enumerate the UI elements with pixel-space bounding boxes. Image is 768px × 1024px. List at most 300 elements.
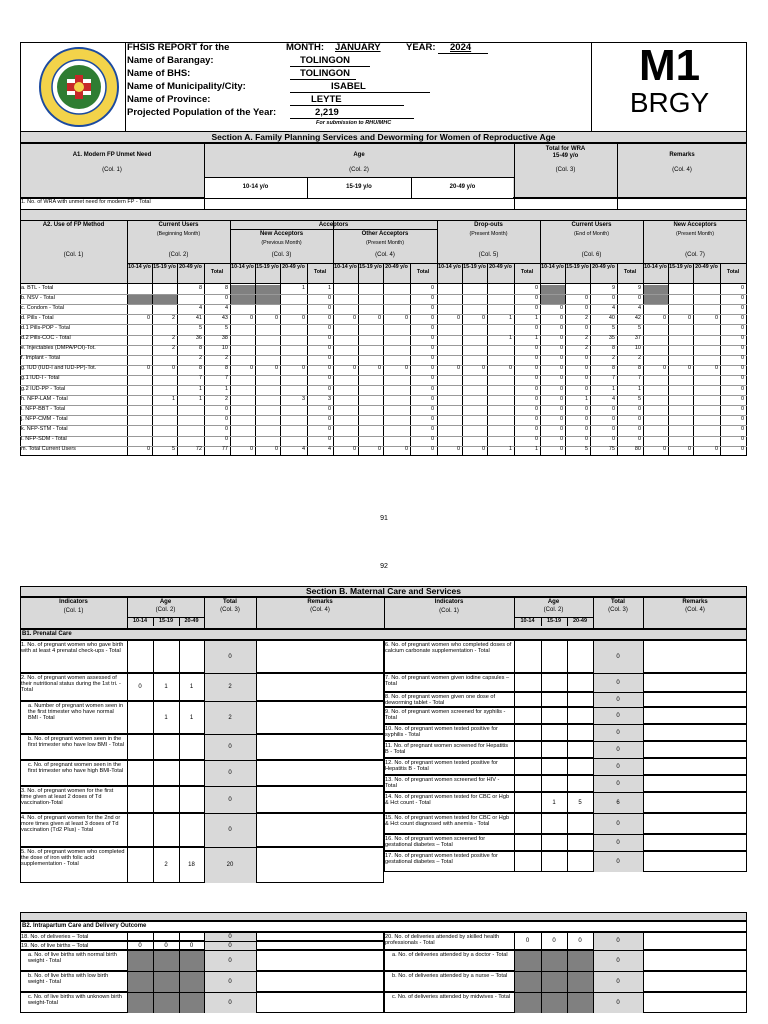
age-value: 1 — [164, 684, 168, 690]
left-age-header: Age — [159, 599, 172, 605]
fp-method-cell: 0 — [430, 385, 434, 392]
fp-method-cell: 9 — [637, 284, 641, 291]
left-age-15-19: 15-19 — [158, 618, 174, 624]
fp-method-cell: 42 — [634, 314, 641, 321]
fp-method-cell: 4 — [611, 395, 615, 402]
a2-current-users: Current Users — [158, 222, 199, 228]
barangay-value: TOLINGON — [300, 55, 350, 66]
fp-method-cell: 0 — [611, 436, 615, 442]
fp-method-cell: 0 — [249, 314, 253, 321]
fp-method-cell: 2 — [611, 355, 615, 362]
fp-method-cell: 0 — [740, 446, 744, 453]
fp-method-label: d.1 Pills-POP - Total — [21, 324, 71, 331]
fp-method-cell: 0 — [637, 294, 641, 301]
fp-method-cell: 0 — [301, 365, 305, 372]
age-value: 2 — [164, 862, 168, 868]
a1-col1: (Col. 1) — [102, 167, 122, 173]
a2-subheader: 20-49 y/o — [385, 264, 408, 270]
indicator-label: 11. No. of pregnant women screened for Hepatitis B - Total — [385, 742, 509, 755]
a2-subheader: 20-49 y/o — [592, 264, 615, 270]
fp-method-cell: 0 — [327, 324, 331, 331]
total-value: 0 — [616, 780, 620, 787]
report-title: FHSIS REPORT for the — [127, 42, 230, 53]
fp-method-cell: 1 — [584, 395, 588, 402]
fp-method-label: j. NFP-CMM - Total — [21, 415, 68, 422]
fp-method-cell: 0 — [611, 294, 615, 301]
fp-method-cell: 2 — [171, 335, 175, 341]
fp-method-cell: 8 — [198, 345, 202, 352]
fp-method-label: m. Total Current Users — [21, 446, 76, 453]
fp-method-cell: 1 — [534, 446, 538, 453]
fp-method-cell: 0 — [559, 314, 563, 321]
fp-method-cell: 0 — [430, 405, 434, 412]
fp-method-cell: 0 — [456, 365, 460, 372]
a1-col3: (Col. 3) — [555, 167, 576, 173]
fp-method-cell: 0 — [249, 446, 253, 453]
fp-method-cell: 0 — [559, 425, 563, 432]
fp-method-cell: 9 — [611, 284, 615, 291]
a2-subheader: Total — [210, 269, 224, 275]
a2-beginning-month: (Beginning Month) — [156, 231, 201, 237]
b2-label: B2. Intrapartum Care and Delivery Outcome — [22, 923, 147, 929]
a2-subheader: Total — [313, 269, 327, 275]
fp-method-cell: 41 — [195, 314, 202, 321]
fp-method-label: d. Pills - Total — [21, 314, 54, 321]
fp-method-label: d.2 Pills-COC - Total — [21, 335, 71, 341]
section-a-title: Section A. Family Planning Services and Deworming for Women of Reproductive Age — [211, 132, 556, 142]
barangay-label: Name of Barangay: — [127, 55, 214, 66]
fp-method-cell: 0 — [584, 415, 588, 422]
fp-method-cell: 2 — [637, 355, 641, 362]
fp-method-cell: 0 — [377, 314, 381, 321]
fp-method-cell: 5 — [611, 324, 615, 331]
fp-method-cell: 0 — [559, 345, 563, 352]
a2-previous-month: (Previous Month) — [261, 240, 302, 246]
fp-method-cell: 0 — [559, 365, 563, 372]
fp-method-cell: 7 — [198, 375, 202, 382]
fp-method-cell: 0 — [327, 365, 331, 372]
fp-method-cell: 0 — [584, 365, 588, 372]
fp-method-cell: 7 — [224, 375, 228, 382]
fp-method-cell: 8 — [224, 365, 228, 372]
total-value: 0 — [616, 957, 620, 964]
total-value: 0 — [616, 729, 620, 736]
fp-method-cell: 1 — [534, 314, 538, 321]
left-col2: (Col. 2) — [155, 607, 176, 613]
a2-subheader: 15-19 y/o — [256, 264, 279, 270]
age-value: 0 — [164, 942, 168, 949]
fp-method-cell: 2 — [171, 345, 175, 352]
fp-method-cell: 0 — [740, 365, 744, 372]
fp-method-cell: 0 — [430, 324, 434, 331]
fp-method-cell: 0 — [559, 324, 563, 331]
indicator-label: 19. No. of live births – Total — [21, 942, 89, 949]
fp-method-cell: 0 — [327, 425, 331, 432]
fp-method-cell: 0 — [714, 314, 718, 321]
fp-method-cell: 2 — [171, 314, 175, 321]
fp-method-cell: 0 — [352, 365, 356, 372]
indicator-label: b. No. of pregnant women seen in the first trimester who have low BMI - Total — [28, 735, 124, 748]
indicator-label: 8. No. of pregnant women given one dose of deworming tablet - Total — [385, 693, 496, 706]
fp-method-cell: 80 — [634, 446, 641, 453]
a2-col6: (Col. 6) — [581, 252, 602, 258]
age-value: 0 — [189, 942, 194, 949]
left-indicators-header: Indicators — [59, 599, 88, 605]
indicator-label: 10. No. of pregnant women tested positive for syphilis - Total — [385, 725, 498, 738]
fp-method-cell: 0 — [327, 314, 331, 321]
fp-method-cell: 8 — [224, 284, 228, 291]
fp-method-cell: 0 — [430, 345, 434, 352]
indicator-label: 13. No. of pregnant women screened for HIV - Total — [385, 776, 500, 789]
fp-method-cell: 43 — [221, 314, 228, 321]
total-value: 0 — [228, 933, 232, 940]
age-value: 1 — [189, 684, 194, 690]
fp-method-cell: 7 — [637, 375, 641, 382]
indicator-label: 5. No. of pregnant women who completed the dose of iron with folic acid supplementation - Total — [21, 848, 125, 868]
fp-method-cell: 4 — [301, 446, 305, 453]
fp-method-cell: 0 — [559, 415, 563, 422]
fp-method-cell: 0 — [740, 294, 744, 301]
fp-method-cell: 1 — [508, 446, 512, 453]
right-age-10-14: 10-14 — [520, 618, 535, 624]
indicator-label: 1. No. of pregnant women who gave birth with at least 4 prenatal check-ups - Total — [21, 641, 124, 654]
fp-method-cell: 0 — [662, 365, 666, 372]
fp-method-cell: 0 — [584, 436, 588, 442]
total-value: 0 — [616, 746, 620, 753]
fp-method-cell: 2 — [198, 355, 202, 362]
fp-method-cell: 0 — [584, 294, 588, 301]
a2-new-acceptors-7: New Acceptors — [673, 222, 717, 228]
fp-method-cell: 0 — [559, 446, 563, 453]
fp-method-cell: 0 — [740, 284, 744, 291]
fp-method-cell: 8 — [198, 365, 202, 372]
fp-method-cell: 0 — [740, 436, 744, 442]
fp-method-cell: 5 — [224, 324, 228, 331]
fp-method-cell: 2 — [584, 314, 588, 321]
fp-method-cell: 0 — [559, 405, 563, 412]
population-value: 2,219 — [315, 107, 339, 118]
fp-method-cell: 8 — [611, 345, 615, 352]
fp-method-cell: 0 — [327, 304, 331, 311]
total-value: 0 — [616, 763, 620, 770]
fp-method-cell: 0 — [430, 415, 434, 422]
bhs-value: TOLINGON — [300, 68, 350, 79]
fp-method-cell: 1 — [198, 395, 202, 402]
a2-subheader: Total — [520, 269, 534, 275]
fp-method-cell: 0 — [534, 304, 538, 311]
fp-method-cell: 2 — [584, 345, 588, 352]
a1-age: Age — [353, 152, 365, 158]
fp-method-cell: 0 — [584, 375, 588, 382]
fp-method-cell: 0 — [481, 314, 485, 321]
fp-method-cell: 0 — [534, 415, 538, 422]
fp-method-cell: 5 — [637, 324, 641, 331]
fp-method-cell: 0 — [559, 436, 563, 442]
fp-method-cell: 0 — [327, 345, 331, 352]
fp-method-cell: 0 — [534, 375, 538, 382]
fp-method-cell: 1 — [198, 385, 202, 392]
a1-col4: (Col. 4) — [672, 167, 692, 173]
total-value: 0 — [228, 999, 232, 1006]
fp-method-cell: 0 — [224, 405, 228, 412]
fp-method-cell: 2 — [584, 335, 588, 341]
month-value: JANUARY — [335, 42, 381, 53]
fp-method-cell: 0 — [430, 395, 434, 402]
total-value: 0 — [616, 858, 620, 865]
fp-method-cell: 8 — [611, 365, 615, 372]
fp-method-cell: 1 — [637, 385, 641, 392]
right-age-15-19: 15-19 — [546, 618, 562, 624]
fp-method-cell: 0 — [224, 436, 228, 442]
a2-col5: (Col. 5) — [478, 252, 499, 258]
fp-method-cell: 0 — [611, 415, 615, 422]
fp-method-cell: 5 — [637, 395, 641, 402]
total-value: 20 — [226, 862, 234, 868]
a1-total-wra: Total for WRA — [545, 146, 586, 152]
a2-subheader: 10-14 y/o — [541, 264, 564, 270]
municipality-label: Name of Municipality/City: — [127, 81, 246, 92]
doh-seal — [38, 46, 120, 128]
fp-method-cell: 0 — [404, 365, 408, 372]
fp-method-cell: 5 — [584, 446, 588, 453]
fp-method-cell: 0 — [327, 355, 331, 362]
fp-method-cell: 0 — [740, 415, 744, 422]
fp-method-cell: 0 — [740, 405, 744, 412]
fp-method-cell: 0 — [327, 415, 331, 422]
fp-method-cell: 0 — [430, 304, 434, 311]
fp-method-cell: 0 — [662, 446, 666, 453]
fp-method-cell: 0 — [534, 294, 538, 301]
fp-method-cell: 0 — [430, 436, 434, 442]
fp-method-cell: 0 — [430, 355, 434, 362]
fp-method-cell: 37 — [634, 335, 641, 341]
fp-method-cell: 0 — [534, 324, 538, 331]
age-value: 5 — [578, 799, 582, 806]
total-value: 0 — [616, 839, 620, 846]
fp-method-cell: 4 — [198, 304, 202, 311]
a2-present-month-5: (Present Month) — [469, 231, 508, 237]
fp-method-cell: 0 — [274, 365, 278, 372]
a2-subheader: Total — [416, 269, 430, 275]
total-value: 2 — [228, 684, 232, 690]
indicator-label: a. No. of live births with normal birth weight - Total — [28, 951, 117, 964]
fp-method-label: i. NFP-BBT - Total — [21, 405, 66, 412]
left-col3: (Col. 3) — [220, 607, 240, 613]
fp-method-cell: 0 — [534, 365, 538, 372]
province-label: Name of Province: — [127, 94, 211, 105]
fp-method-label: k. NFP-STM - Total — [21, 425, 68, 432]
fp-method-cell: 0 — [171, 365, 175, 372]
a1-remarks: Remarks — [669, 152, 695, 158]
fp-method-cell: 0 — [534, 405, 538, 412]
a2-col3: (Col. 3) — [271, 252, 292, 258]
fp-method-cell: 0 — [430, 365, 434, 372]
fp-method-cell: 0 — [559, 304, 563, 311]
fp-method-label: e. Injectables (DMPA/POI)-Tot. — [21, 345, 96, 352]
fp-method-cell: 0 — [584, 425, 588, 432]
a2-current-users-end: Current Users — [571, 222, 612, 228]
fp-method-cell: 0 — [637, 425, 641, 432]
a2-subheader: 15-19 y/o — [463, 264, 486, 270]
indicator-label: 20. No. of deliveries attended by skilled health professionals - Total — [385, 933, 500, 946]
fp-method-cell: 0 — [687, 314, 691, 321]
a1-age-10-14: 10-14 y/o — [242, 184, 269, 190]
fp-method-cell: 0 — [637, 436, 641, 442]
fp-method-cell: 1 — [327, 284, 331, 291]
total-value: 0 — [616, 653, 620, 660]
indicator-label: 14. No. of pregnant women tested for CBC or Hgb & Hct count - Total — [385, 793, 510, 806]
a2-subheader: 10-14 y/o — [334, 264, 357, 270]
fp-method-cell: 3 — [327, 395, 331, 402]
fp-method-cell: 1 — [224, 385, 228, 392]
fp-method-cell: 5 — [171, 446, 175, 453]
fp-method-cell: 0 — [430, 375, 434, 382]
indicator-label: a. Number of pregnant women seen in the first trimester who have normal BMI - Total — [28, 702, 124, 722]
municipality-value: ISABEL — [331, 81, 366, 92]
fp-method-cell: 0 — [508, 365, 512, 372]
age-value: 1 — [552, 799, 556, 806]
total-value: 0 — [616, 820, 620, 827]
unmet-need-row-label: 1. No. of WRA with unmet need for modern FP - Total — [21, 199, 151, 205]
fp-method-cell: 0 — [662, 314, 666, 321]
fp-method-cell: 36 — [195, 335, 202, 341]
fp-method-cell: 0 — [146, 365, 150, 372]
total-value: 0 — [616, 938, 620, 944]
fp-method-cell: 0 — [740, 324, 744, 331]
total-value: 0 — [228, 827, 232, 833]
right-remarks-header: Remarks — [682, 599, 708, 605]
fp-method-cell: 4 — [327, 446, 331, 453]
left-remarks-header: Remarks — [307, 599, 333, 605]
right-col1: (Col. 1) — [439, 608, 459, 614]
fp-method-cell: 0 — [301, 314, 305, 321]
fp-method-cell: 0 — [611, 405, 615, 412]
fp-method-cell: 0 — [637, 415, 641, 422]
indicator-label: c. No. of live births with unknown birth weight-Total — [28, 993, 122, 1006]
a2-present-month-7: (Present Month) — [676, 231, 714, 237]
fp-method-cell: 0 — [714, 365, 718, 372]
age-value: 0 — [525, 938, 530, 944]
a2-other-acceptors: Other Acceptors — [361, 231, 409, 237]
indicator-label: 15. No. of pregnant women tested for CBC or Hgb & Hct count diagnosed with anemia - Total — [385, 814, 510, 827]
fp-method-cell: 0 — [430, 294, 434, 301]
left-total-header: Total — [223, 599, 237, 605]
page-number-92: 92 — [380, 563, 388, 570]
fp-method-cell: 0 — [559, 335, 563, 341]
total-value: 0 — [228, 744, 232, 750]
fp-method-cell: 0 — [559, 355, 563, 362]
indicator-label: c. No. of pregnant women seen in the first trimester who have high BMI-Total — [28, 761, 124, 774]
a1-age-15-19: 15-19 y/o — [346, 184, 372, 190]
fp-method-cell: 35 — [608, 335, 615, 341]
fp-method-cell: 0 — [534, 425, 538, 432]
fp-method-label: g.1 IUD-I - Total — [21, 375, 60, 382]
indicator-label: a. No. of deliveries attended by a doctor - Total — [392, 951, 508, 958]
fp-method-cell: 7 — [611, 375, 615, 382]
fp-method-cell: 1 — [611, 385, 615, 392]
total-value: 0 — [616, 712, 620, 719]
right-total-header: Total — [611, 599, 625, 605]
fp-method-cell: 5 — [198, 324, 202, 331]
fp-method-cell: 0 — [430, 335, 434, 341]
fp-method-cell: 2 — [224, 355, 228, 362]
fp-method-cell: 0 — [274, 314, 278, 321]
fp-method-cell: 0 — [584, 324, 588, 331]
population-label: Projected Population of the Year: — [127, 107, 277, 118]
fp-method-cell: 0 — [740, 335, 744, 341]
fp-method-cell: 0 — [327, 385, 331, 392]
age-value: 18 — [188, 862, 195, 868]
left-age-10-14: 10-14 — [132, 618, 148, 624]
fp-method-cell: 1 — [508, 335, 512, 341]
a1-total-wra-age: 15-49 y/o — [552, 153, 579, 159]
fp-method-label: g. IUD (IUD-I and IUD-PP)-Tot. — [21, 365, 97, 372]
a2-subheader: 15-19 y/o — [566, 264, 589, 270]
a1-col2: (Col. 2) — [349, 167, 369, 173]
left-age-20-49: 20-49 — [184, 618, 199, 624]
a2-subheader: 15-19 y/o — [153, 264, 176, 270]
fp-method-cell: 40 — [608, 314, 615, 321]
a2-present-month-4: (Present Month) — [366, 240, 404, 246]
fp-method-cell: 0 — [224, 415, 228, 422]
indicator-label: 18. No. of deliveries – Total — [21, 933, 89, 940]
a2-dropouts: Drop-outs — [474, 222, 503, 228]
fp-method-cell: 0 — [430, 284, 434, 291]
b1-bar — [20, 629, 747, 640]
fp-method-cell: 0 — [327, 294, 331, 301]
total-value: 2 — [228, 714, 232, 721]
fp-method-cell: 0 — [404, 446, 408, 453]
fp-method-cell: 0 — [456, 314, 460, 321]
a2-subheader: 15-19 y/o — [359, 264, 382, 270]
fp-method-cell: 0 — [714, 446, 718, 453]
indicator-label: 2. No. of pregnant women assessed of their nutritional status during the 1st tri. -Total — [21, 674, 121, 694]
total-value: 0 — [228, 957, 232, 964]
a2-subheader: 10-14 y/o — [438, 264, 461, 270]
a2-subheader: Total — [623, 269, 637, 275]
a2-subheader: 20-49 y/o — [282, 264, 305, 270]
age-value: 1 — [189, 714, 194, 721]
fp-method-cell: 0 — [377, 446, 381, 453]
fp-method-cell: 0 — [611, 425, 615, 432]
fp-method-cell: 2 — [224, 395, 228, 402]
fp-method-cell: 0 — [352, 446, 356, 453]
indicator-label: b. No. of deliveries attended by a nurse – Total — [392, 972, 508, 979]
year-value: 2024 — [450, 42, 472, 53]
fp-method-cell: 8 — [637, 365, 641, 372]
fp-method-cell: 0 — [637, 405, 641, 412]
a2-col4: (Col. 4) — [375, 252, 395, 258]
fp-method-cell: 0 — [327, 405, 331, 412]
age-value: 0 — [138, 684, 142, 690]
fp-method-cell: 0 — [352, 314, 356, 321]
indicator-label: 12. No. of pregnant women tested positive for Hepatitis B - Total — [385, 759, 498, 772]
fp-method-cell: 1 — [508, 314, 512, 321]
fp-method-label: a. BTL - Total — [21, 284, 54, 291]
total-value: 0 — [616, 679, 620, 686]
a2-label: A2. Use of FP Method — [42, 222, 105, 228]
fp-method-cell: 0 — [481, 365, 485, 372]
total-value: 0 — [616, 696, 620, 703]
fp-method-cell: 0 — [430, 314, 434, 321]
fp-method-cell: 0 — [224, 425, 228, 432]
fp-method-cell: 8 — [198, 284, 202, 291]
a2-col1: (Col. 1) — [63, 252, 84, 258]
fp-method-cell: 0 — [327, 375, 331, 382]
indicator-label: 9. No. of pregnant women screened for syphilis - Total — [385, 708, 506, 721]
a2-subheader: 20-49 y/o — [695, 264, 718, 270]
province-value: LEYTE — [311, 94, 342, 105]
